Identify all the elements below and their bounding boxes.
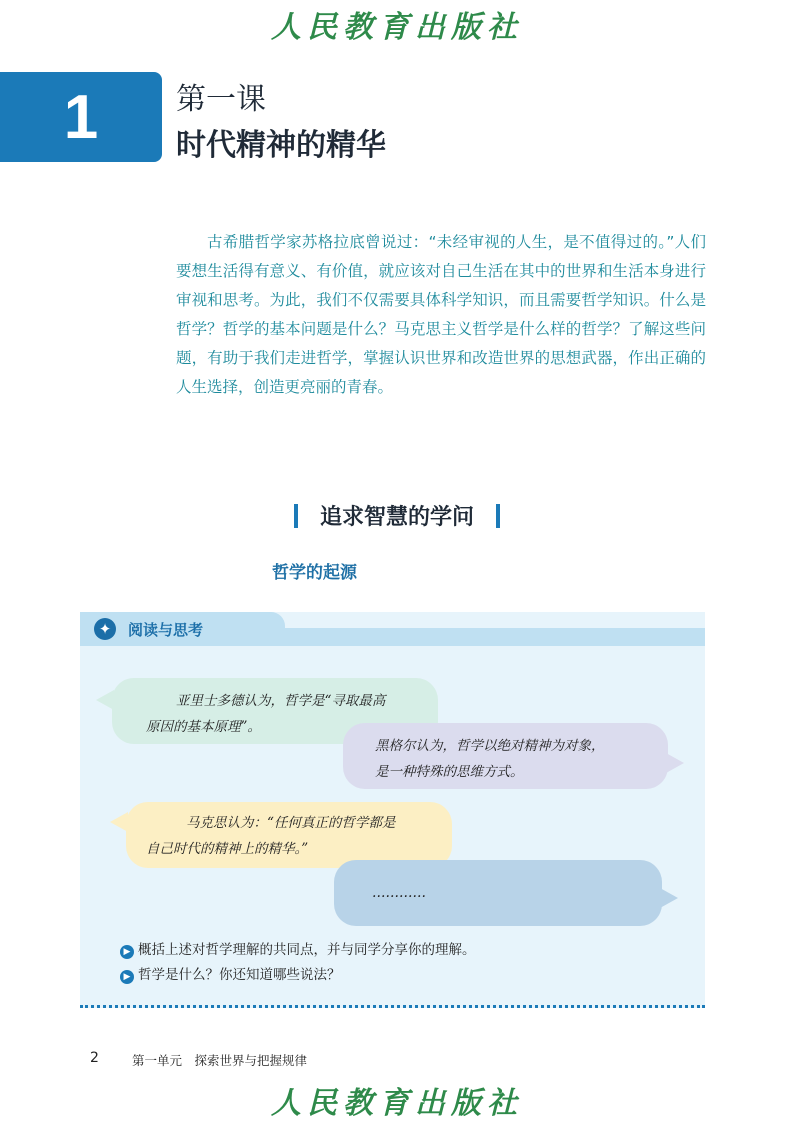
quote-bubble-ellipsis [334,860,662,926]
publisher-logo-bottom: 人民教育出版社 [271,1086,523,1121]
section-title: 追求智慧的学问 [319,505,474,530]
section-subtitle: 哲学的起源 [272,563,357,583]
arrow-right-icon: ▶ [120,970,134,984]
arrow-right-icon: ▶ [120,945,134,959]
bubble-tail [666,753,684,773]
box-header-band [280,628,705,646]
quote-line: 马克思认为：“任何真正的哲学都是 [186,815,396,831]
bubble-tail [96,690,114,710]
lesson-title: 时代精神的精华 [176,128,386,163]
section-heading [0,500,794,531]
bubble-tail [660,888,678,908]
dotted-divider [80,1005,705,1008]
quote-line: 原因的基本原理”。 [146,719,261,735]
quote-line: 亚里士多德认为，哲学是“寻取最高 [176,693,386,709]
quote-line: ………… [372,885,426,901]
quote-line: 黑格尔认为，哲学以绝对精神为对象， [375,738,605,754]
page-number: 2 [90,1050,99,1066]
quote-bubble-hegel [343,723,668,789]
bubble-tail [110,812,128,832]
question-item [120,963,341,984]
quote-line: 是一种特殊的思维方式。 [375,764,524,780]
question-item [120,938,476,959]
intro-paragraph: 古希腊哲学家苏格拉底曾说过：“未经审视的人生，是不值得过的。”人们要想生活得有意义、有价值，就应该对自己生活在其中的世界和生活本身进行审视和思考。为此，我们不仅需要具体科学知识，而且需要哲学知识。什么是哲学？哲学的基本问题是什么？马克思主义哲学是什么样的哲学？了解这些问题，有助于我们走进哲学，掌握认识世界和改造世界的思想武器，作出正确的人生选择，创造更亮丽的青春。 [176,233,706,396]
quote-bubble-marx [126,802,452,868]
quote-line: 自己时代的精神上的精华。” [146,841,309,857]
unit-label: 第一单元 探索世界与把握规律 [132,1053,308,1068]
lesson-subtitle: 第一课 [176,82,266,117]
reading-box [80,612,705,1008]
question-text: 概括上述对哲学理解的共同点，并与同学分享你的理解。 [138,942,476,958]
lesson-number: 1 [0,72,162,162]
publisher-logo-top: 人民教育出版社 [271,10,523,45]
heading-bar-left [294,504,298,528]
question-text: 哲学是什么？你还知道哪些说法？ [138,967,341,983]
globe-icon: ✦ [94,618,116,640]
heading-bar-right [496,504,500,528]
box-title: 阅读与思考 [128,621,204,639]
box-header-tab [80,612,285,646]
